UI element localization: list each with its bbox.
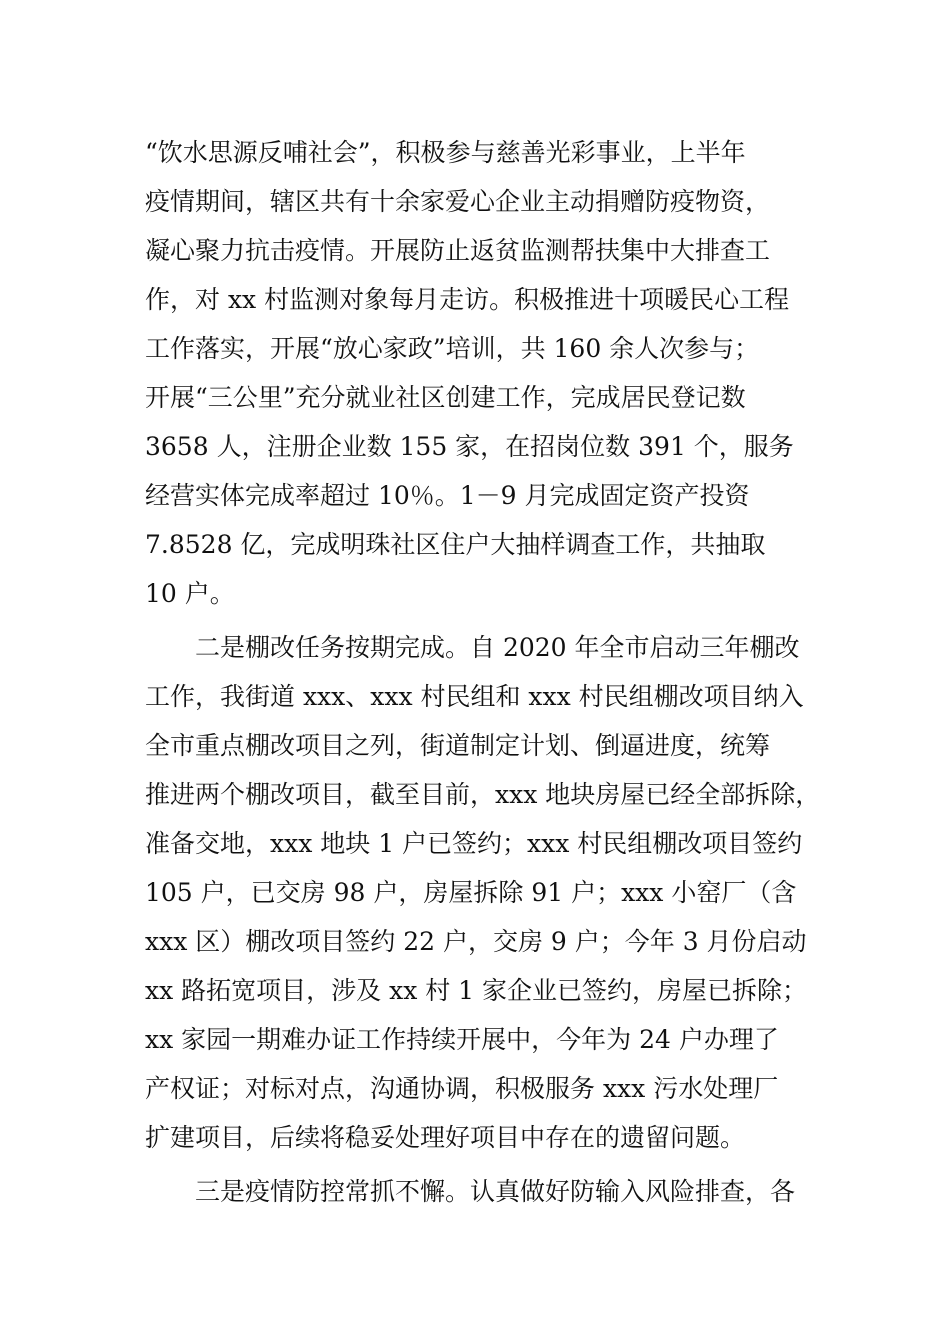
paragraph-line: xx 家园一期难办证工作持续开展中，今年为 24 户办理了 bbox=[145, 1025, 779, 1054]
paragraph-line: 经营实体完成率超过 10％。1－9 月完成固定资产投资 bbox=[145, 481, 750, 510]
paragraph-line: 全市重点棚改项目之列，街道制定计划、倒逼进度，统筹 bbox=[145, 731, 771, 760]
paragraph-line: 准备交地，xxx 地块 1 户已签约；xxx 村民组棚改项目签约 bbox=[145, 829, 803, 858]
paragraph-line: xx 路拓宽项目，涉及 xx 村 1 家企业已签约，房屋已拆除； bbox=[145, 976, 808, 1005]
paragraph-line: 3658 人，注册企业数 155 家，在招岗位数 391 个，服务 bbox=[145, 432, 794, 461]
paragraph-line: 作，对 xx 村监测对象每月走访。积极推进十项暖民心工程 bbox=[145, 285, 790, 314]
paragraph-line: 工作落实，开展“放心家政”培训，共 160 余人次参与； bbox=[145, 334, 760, 363]
paragraph-line: 产权证；对标对点，沟通协调，积极服务 xxx 污水处理厂 bbox=[145, 1074, 779, 1103]
paragraph-line: 疫情期间，辖区共有十余家爱心企业主动捐赠防疫物资， bbox=[145, 187, 771, 216]
paragraph-line: xxx 区）棚改项目签约 22 户，交房 9 户；今年 3 月份启动 bbox=[145, 927, 807, 956]
paragraph-line: 7.8528 亿，完成明珠社区住户大抽样调查工作，共抽取 bbox=[145, 530, 766, 559]
paragraph-line: 开展“三公里”充分就业社区创建工作，完成居民登记数 bbox=[145, 383, 746, 412]
paragraph-line: 扩建项目，后续将稳妥处理好项目中存在的遗留问题。 bbox=[145, 1123, 746, 1152]
paragraph-line: 推进两个棚改项目，截至目前，xxx 地块房屋已经全部拆除， bbox=[145, 780, 821, 809]
paragraph-line: 105 户，已交房 98 户，房屋拆除 91 户；xxx 小窑厂（含 bbox=[145, 878, 797, 907]
paragraph-line: 工作，我街道 xxx、xxx 村民组和 xxx 村民组棚改项目纳入 bbox=[145, 682, 804, 711]
paragraph-line: 三是疫情防控常抓不懈。认真做好防输入风险排查，各 bbox=[195, 1177, 796, 1206]
paragraph-line: 10 户。 bbox=[145, 579, 235, 608]
paragraph-line: 二是棚改任务按期完成。自 2020 年全市启动三年棚改 bbox=[195, 633, 800, 662]
paragraph-line: “饮水思源反哺社会”，积极参与慈善光彩事业，上半年 bbox=[145, 138, 746, 167]
paragraph-line: 凝心聚力抗击疫情。开展防止返贫监测帮扶集中大排查工 bbox=[145, 236, 771, 265]
